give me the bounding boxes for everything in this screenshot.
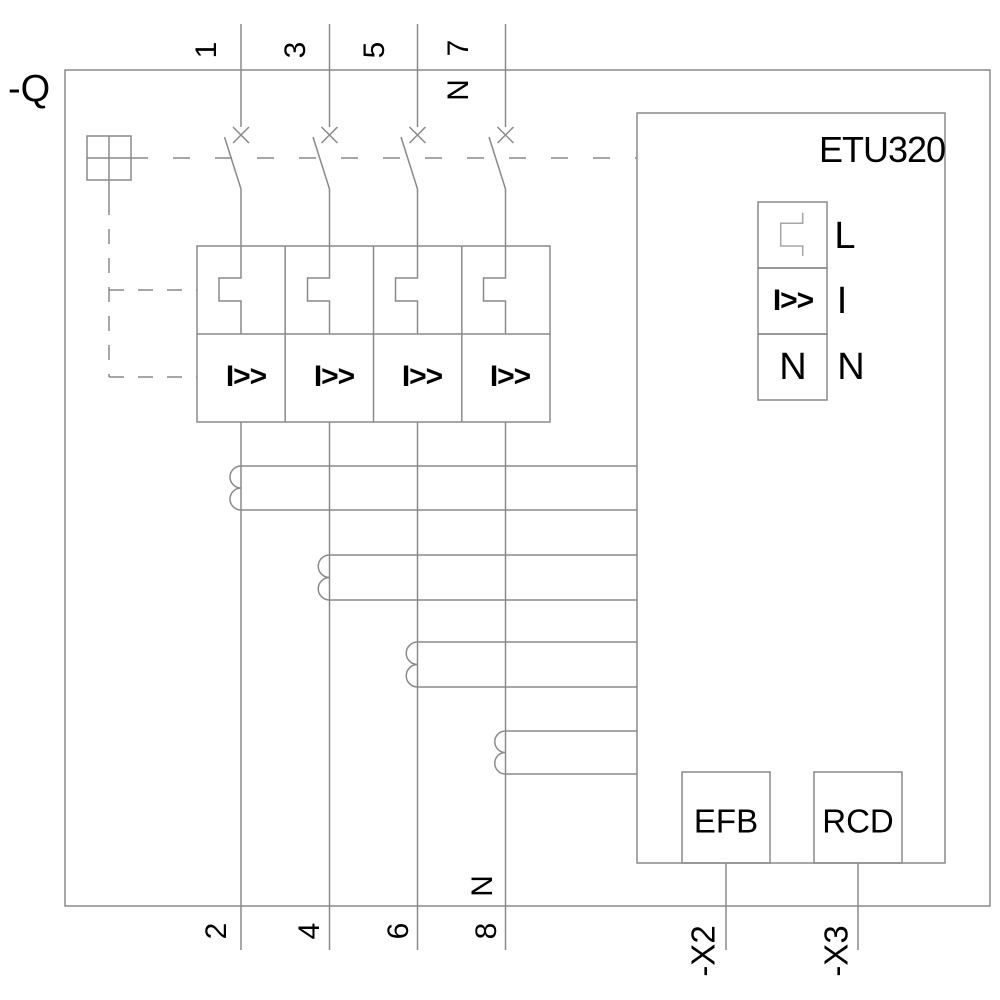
terminal-label-1: 1 [190, 41, 223, 59]
efb-label: EFB [693, 802, 759, 840]
rcd-label: RCD [822, 802, 894, 840]
terminal-label-8: 8 [470, 922, 503, 940]
pole-4-contact-cross-icon [498, 127, 514, 143]
pole-1-trip-label: I>> [225, 360, 267, 393]
neutral-label-top: N [442, 79, 475, 101]
device-designation: -Q [8, 68, 51, 110]
pole-1 [219, 24, 637, 950]
aux-terminal-x3: -X3 [817, 925, 855, 977]
pole-2 [308, 24, 638, 950]
terminal-label-7: 7 [442, 39, 475, 57]
pole-4-trip-label: I>> [489, 360, 531, 393]
etu-title: ETU320 [818, 129, 946, 170]
pole-2-current-sensor-icon [318, 555, 637, 600]
pole-4-current-sensor-icon [495, 731, 637, 774]
pole-4-switch-blade-icon [489, 137, 506, 189]
pole-2-trip-label: I>> [313, 360, 355, 393]
pole-4-neutral [484, 24, 638, 950]
etu-i-box-symbol: I>> [772, 284, 814, 317]
breaker-outline [65, 70, 990, 906]
pole-4-longtime-curve-icon [484, 246, 506, 334]
efb-rcd-modules [682, 772, 902, 950]
aux-terminal-x2: -X2 [684, 925, 722, 977]
pole-2-longtime-curve-icon [308, 246, 330, 334]
long-time-curve-icon [781, 213, 803, 256]
pole-3-trip-label: I>> [401, 360, 443, 393]
etu-n-label: N [837, 346, 865, 388]
etu-box [637, 113, 945, 863]
terminal-label-3: 3 [279, 41, 312, 59]
mechanism-symbol-icon [87, 136, 131, 200]
terminal-label-5: 5 [358, 41, 391, 59]
pole-2-switch-blade-icon [313, 137, 330, 189]
pole-1-longtime-curve-icon [219, 246, 241, 334]
etu-i-label: I [836, 280, 848, 322]
pole-1-current-sensor-icon [230, 466, 637, 510]
pole-1-contact-cross-icon [233, 127, 249, 143]
etu-l-label: L [834, 215, 856, 257]
pole-3-current-sensor-icon [406, 642, 637, 687]
pole-2-contact-cross-icon [322, 127, 338, 143]
pole-3-switch-blade-icon [401, 137, 418, 189]
pole-3-longtime-curve-icon [396, 246, 418, 334]
terminal-label-6: 6 [382, 922, 415, 940]
etu-n-box-symbol: N [779, 346, 807, 388]
pole-3 [396, 24, 638, 950]
etu-l-box [758, 202, 827, 268]
terminal-label-2: 2 [200, 922, 233, 940]
terminal-label-4: 4 [293, 922, 326, 940]
pole-1-switch-blade-icon [225, 137, 242, 189]
pole-3-contact-cross-icon [410, 127, 426, 143]
trip-element-grid [197, 246, 550, 422]
neutral-label-bottom: N [466, 875, 499, 897]
